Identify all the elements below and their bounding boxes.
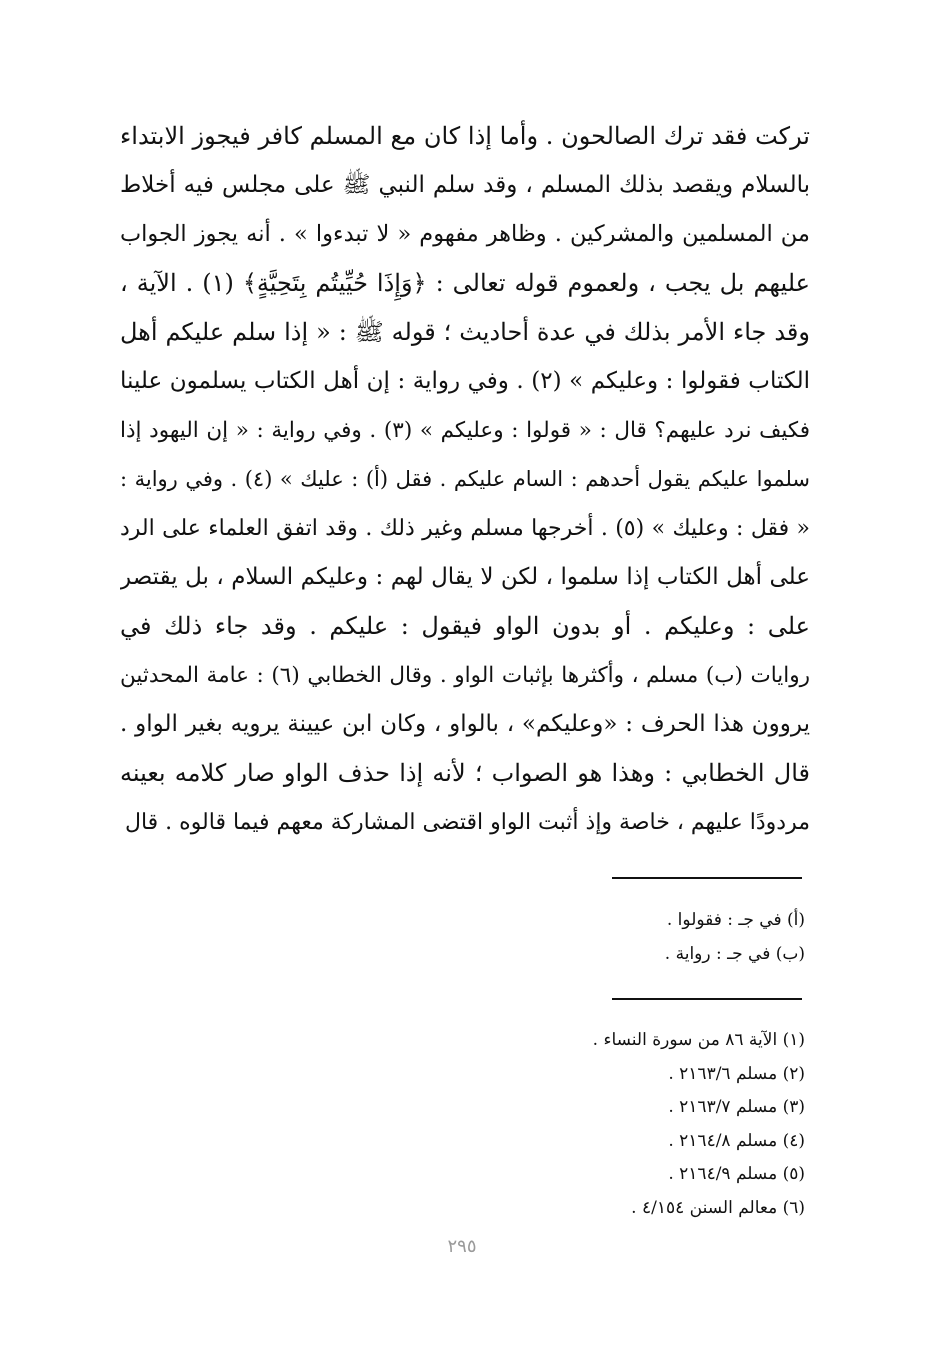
text-line-15: مردودًا عليهم ، خاصة وإذ أثبت الواو اقتضى المشاركة معهم فيما قالوه . قال xyxy=(124,810,810,835)
text-line-12: روايات (ب) مسلم ، وأكثرها بإثبات الواو . وقال الخطابي (٦) : عامة المحدثين xyxy=(120,663,810,688)
variant-note: (ب) في جـ : رواية . xyxy=(664,944,805,964)
text-line-1: تركت فقد ترك الصالحون . وأما إذا كان مع المسلم كافر فيجوز الابتداء xyxy=(120,122,810,150)
footnote: (٥) مسلم ٢١٦٤/٩ . xyxy=(668,1164,805,1184)
text-line-11: على : وعليكم . أو بدون الواو فيقول : عليكم . وقد جاء ذلك في xyxy=(120,612,810,640)
text-line-9: « فقل : وعليك » (٥) . أخرجها مسلم وغير ذلك . وقد اتفق العلماء على الرد xyxy=(120,516,810,541)
text-line-7: فكيف نرد عليهم؟ قال : « قولوا : وعليكم » (٣) . وفي رواية : « إن اليهود إذا xyxy=(120,418,810,443)
footnotes-separator xyxy=(612,998,802,1000)
text-line-10: على أهل الكتاب إذا سلموا ، لكن لا يقال لهم : وعليكم السلام ، بل يقتصر xyxy=(120,564,810,590)
text-line-5: وقد جاء الأمر بذلك في عدة أحاديث ؛ قوله ﷺ : « إذا سلم عليكم أهل xyxy=(120,318,810,346)
text-line-8: سلموا عليكم يقول أحدهم : السام عليكم . فقل (أ) : عليك » (٤) . وفي رواية : xyxy=(120,467,810,491)
footnote: (١) الآية ٨٦ من سورة النساء . xyxy=(592,1030,805,1050)
footnote: (٤) مسلم ٢١٦٤/٨ . xyxy=(668,1130,805,1151)
footnotes xyxy=(420,1024,805,1225)
text-line-4: عليهم بل يجب ، ولعموم قوله تعالى : ﴿وَإِذَا حُيِّيتُم بِتَحِيَّةٍ﴾ (١) . الآية ، xyxy=(120,269,810,297)
text-line-6: الكتاب فقولوا : وعليكم » (٢) . وفي رواية : إن أهل الكتاب يسلمون علينا xyxy=(120,368,810,394)
text-line-13: يروون هذا الحرف : «وعليكم» ، بالواو ، وكان ابن عيينة يرويه بغير الواو . xyxy=(120,711,810,737)
page-number: ٢٩٥ xyxy=(447,1236,477,1257)
text-line-2: بالسلام ويقصد بذلك المسلم ، وقد سلم النبي ﷺ على مجلس فيه أخلاط xyxy=(120,172,810,198)
text-line-3: من المسلمين والمشركين . وظاهر مفهوم « لا تبدءوا » . أنه يجوز الجواب xyxy=(120,221,810,247)
text-line-14: قال الخطابي : وهذا هو الصواب ؛ لأنه إذا حذف الواو صار كلامه بعينه xyxy=(120,759,810,787)
main-text xyxy=(120,112,810,847)
footnote: (٣) مسلم ٢١٦٣/٧ . xyxy=(668,1097,805,1117)
footnote: (٦) معالم السنن ٤/١٥٤ . xyxy=(631,1197,805,1218)
variant-notes-separator xyxy=(612,877,802,879)
variant-notes xyxy=(420,903,805,971)
footnote: (٢) مسلم ٢١٦٣/٦ . xyxy=(668,1063,805,1084)
variant-note: (أ) في جـ : فقولوا . xyxy=(666,910,805,930)
